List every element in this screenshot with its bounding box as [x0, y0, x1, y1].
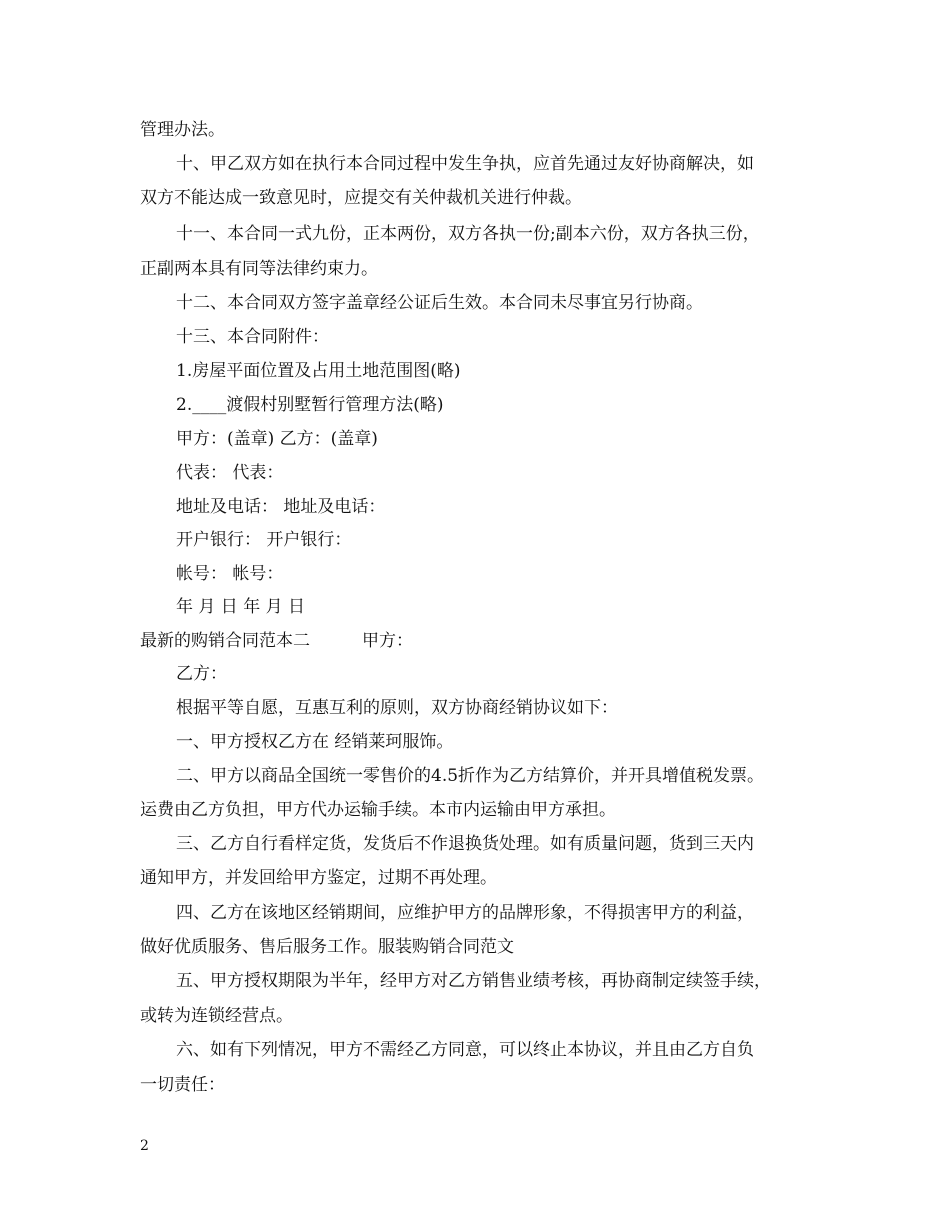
signature-bank: 开户银行： 开户银行：: [176, 530, 352, 550]
intro-paragraph: 根据平等自愿，互惠互利的原则，双方协商经销协议如下：: [176, 698, 618, 718]
clause-12: 十二、本合同双方签字盖章经公证后生效。本合同未尽事宜另行协商。: [176, 293, 703, 313]
party-a-label: 甲方：: [362, 631, 413, 651]
clause-3: 三、乙方自行看样定货，发货后不作退换货处理。如有质量问题，货到三天内: [176, 834, 754, 854]
text-line: 一切责任：: [140, 1075, 225, 1095]
clause-11: 十一、本合同一式九份，正本两份，双方各执一份;副本六份，双方各执三份，: [176, 224, 760, 244]
text-line: 通知甲方，并发回给甲方鉴定，过期不再处理。: [140, 868, 497, 888]
signature-date: 年 月 日 年 月 日: [176, 597, 306, 617]
party-b-label: 乙方：: [176, 664, 227, 684]
text-line: 双方不能达成一致意见时，应提交有关仲裁机关进行仲裁。: [140, 188, 582, 208]
clause-4: 四、乙方在该地区经销期间，应维护甲方的品牌形象，不得损害甲方的利益，: [176, 903, 754, 923]
text-line: 或转为连锁经营点。: [140, 1006, 293, 1026]
clause-2: 二、甲方以商品全国统一零售价的4.5折作为乙方结算价，并开具增值税发票。: [176, 766, 765, 786]
text-line: 运费由乙方负担，甲方代办运输手续。本市内运输由甲方承担。: [140, 800, 616, 820]
section-heading-line: [140, 629, 413, 653]
clause-10: 十、甲乙双方如在执行本合同过程中发生争执，应首先通过友好协商解决，如: [176, 154, 754, 174]
text-line: 正副两本具有同等法律约束力。: [140, 259, 378, 279]
signature-address-phone: 地址及电话： 地址及电话：: [176, 497, 386, 517]
signature-representatives: 代表： 代表：: [176, 463, 284, 483]
clause-1: 一、甲方授权乙方在 经销莱珂服饰。: [176, 732, 454, 752]
page-number: 2: [140, 1138, 149, 1154]
clause-5: 五、甲方授权期限为半年，经甲方对乙方销售业绩考核，再协商制定续签手续，: [176, 971, 771, 991]
attachment-1: 1.房屋平面位置及占用土地范围图(略): [176, 361, 461, 381]
attachment-2: 2.____渡假村别墅暂行管理方法(略): [176, 395, 444, 415]
signature-account: 帐号： 帐号：: [176, 564, 284, 584]
clause-6: 六、如有下列情况，甲方不需经乙方同意，可以终止本协议，并且由乙方自负: [176, 1040, 754, 1060]
signature-parties: 甲方：(盖章) 乙方：(盖章): [176, 429, 378, 449]
text-line: 做好优质服务、售后服务工作。服装购销合同范文: [140, 937, 514, 957]
section-title: 最新的购销合同范本二: [140, 631, 310, 651]
clause-13: 十三、本合同附件：: [176, 327, 329, 347]
text-line: 管理办法。: [140, 120, 225, 140]
